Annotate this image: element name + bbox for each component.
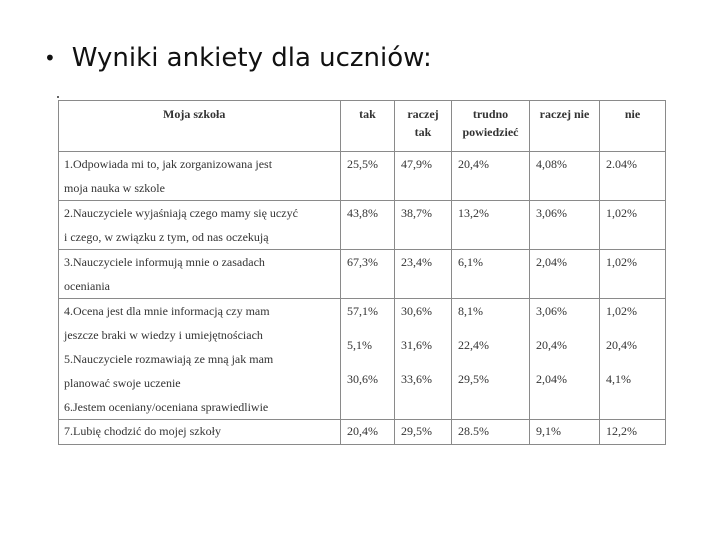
value-raczej-nie-merged: 3,06% 20,4% 2,04% [530,299,600,420]
value-trudno-powiedziec: 13,2% [452,201,530,250]
table-row [59,201,666,250]
value-raczej-nie: 4,08% [530,152,600,201]
bullet-point: • [44,46,56,70]
question-6: 6.Jestem oceniany/oceniana sprawiedliwie [64,400,269,414]
question-cell: 1.Odpowiada mi to, jak zorganizowana jest moja nauka w szkole [59,152,341,201]
header-raczej-nie: raczej nie [530,101,600,152]
question-cell: 2.Nauczyciele wyjaśniają czego mamy się uczyć i czego, w związku z tym, od nas oczekują [59,201,341,250]
table-corner-mark [57,96,59,98]
question-cell: 7.Lubię chodzić do mojej szkoły [59,420,341,445]
header-tak: tak [341,101,395,152]
table-row [59,152,666,201]
table-row [59,420,666,445]
header-trudno-powiedziec: trudno powiedzieć [452,101,530,152]
question-cell-merged [59,299,341,420]
header-nie: nie [600,101,666,152]
value-raczej-tak-merged: 30,6% 31,6% 33,6% [395,299,452,420]
value-raczej-nie: 3,06% [530,201,600,250]
value-nie: 2.04% [600,152,666,201]
question-cell: 3.Nauczyciele informują mnie o zasadach oceniania [59,250,341,299]
value-nie: 12,2% [600,420,666,445]
slide-title: Wyniki ankiety dla uczniów: [71,43,432,73]
value-trudno-powiedziec: 28.5% [452,420,530,445]
header-moja-szkola: Moja szkoła [59,101,341,152]
value-raczej-tak: 38,7% [395,201,452,250]
value-tak: 43,8% [341,201,395,250]
value-trudno-powiedziec: 20,4% [452,152,530,201]
value-tak-merged: 57,1% 5,1% 30,6% [341,299,395,420]
value-trudno-powiedziec-merged: 8,1% 22,4% 29,5% [452,299,530,420]
slide-title-row [44,40,432,76]
question-4: 4.Ocena jest dla mnie informacją czy mam jeszcze braki w wiedzy i umiejętnościach [64,304,270,342]
header-raczej-tak: raczej tak [395,101,452,152]
value-raczej-tak: 47,9% [395,152,452,201]
value-raczej-tak: 23,4% [395,250,452,299]
value-tak: 25,5% [341,152,395,201]
value-nie: 1,02% [600,250,666,299]
value-trudno-powiedziec: 6,1% [452,250,530,299]
table-header-row [59,101,666,152]
value-tak: 67,3% [341,250,395,299]
value-nie: 1,02% [600,201,666,250]
value-raczej-tak: 29,5% [395,420,452,445]
table-row-merged [59,299,666,420]
value-tak: 20,4% [341,420,395,445]
value-nie-merged: 1,02% 20,4% 4,1% [600,299,666,420]
table-row [59,250,666,299]
question-5: 5.Nauczyciele rozmawiają ze mną jak mam planować swoje uczenie [64,352,274,390]
value-raczej-nie: 2,04% [530,250,600,299]
survey-results-table [58,100,666,445]
value-raczej-nie: 9,1% [530,420,600,445]
